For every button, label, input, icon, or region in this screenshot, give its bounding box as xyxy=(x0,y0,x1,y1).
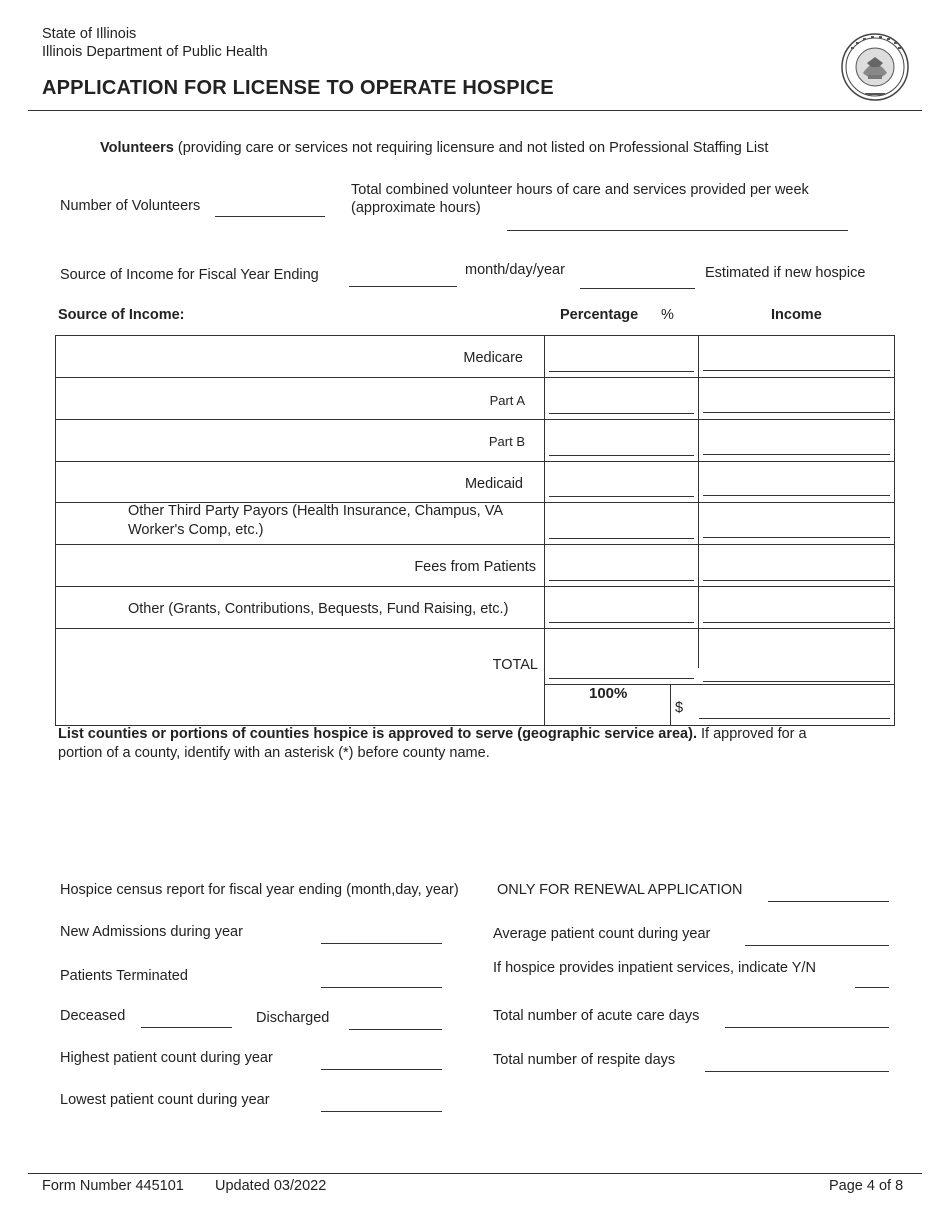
inpatient-services-label: If hospice provides inpatient services, indicate Y/N xyxy=(493,960,816,976)
respite-days-label: Total number of respite days xyxy=(493,1052,676,1068)
row-label-medicaid: Medicaid xyxy=(464,476,523,492)
number-of-volunteers-label: Number of Volunteers xyxy=(60,198,201,214)
fiscal-year-ending-input[interactable] xyxy=(349,268,457,287)
percentage-header: Percentage xyxy=(560,307,639,323)
lowest-patient-count-label: Lowest patient count during year xyxy=(60,1092,270,1108)
footer-divider xyxy=(28,1173,922,1174)
income-input-other-third-party[interactable] xyxy=(703,519,890,538)
number-of-volunteers-input[interactable] xyxy=(215,198,325,217)
acute-care-days-label: Total number of acute care days xyxy=(493,1008,700,1024)
average-patient-count-input[interactable] xyxy=(745,927,889,946)
census-fiscal-year-input[interactable] xyxy=(768,883,889,902)
percentage-input-medicare[interactable] xyxy=(549,353,694,372)
percentage-input-fees-from-patients[interactable] xyxy=(549,562,694,581)
percent-sign: % xyxy=(661,307,674,323)
row-label-part-b: Part B xyxy=(488,434,525,449)
acute-care-days-input[interactable] xyxy=(725,1009,889,1028)
page-title: APPLICATION FOR LICENSE TO OPERATE HOSPICE xyxy=(42,77,554,99)
renewal-only-label: ONLY FOR RENEWAL APPLICATION xyxy=(497,882,743,898)
updated-date: Updated 03/2022 xyxy=(215,1178,327,1194)
census-heading: Hospice census report for fiscal year ending (month,day, year) xyxy=(60,882,459,898)
inpatient-services-input[interactable] xyxy=(855,969,889,988)
volunteer-hours-label-2: (approximate hours) xyxy=(351,200,481,216)
row-label-fees-from-patients: Fees from Patients xyxy=(414,559,536,575)
volunteers-heading-rest: (providing care or services not requiring licensure and not listed on Professional Staffing List xyxy=(177,140,769,156)
percentage-input-other-grants[interactable] xyxy=(549,604,694,623)
deceased-input[interactable] xyxy=(141,1009,232,1028)
volunteer-hours-label-1: Total combined volunteer hours of care and services provided per week xyxy=(351,182,809,198)
income-input-total[interactable] xyxy=(703,663,890,682)
highest-patient-count-input[interactable] xyxy=(321,1051,442,1070)
percentage-input-other-third-party[interactable] xyxy=(549,520,694,539)
income-input-part-a[interactable] xyxy=(703,394,890,413)
fiscal-year-label: Source of Income for Fiscal Year Ending xyxy=(60,267,319,283)
row-label-total: TOTAL xyxy=(492,657,538,673)
new-admissions-label: New Admissions during year xyxy=(60,924,243,940)
income-input-other-grants[interactable] xyxy=(703,604,890,623)
average-patient-count-label: Average patient count during year xyxy=(493,926,711,942)
counties-instructions-line-2: portion of a county, identify with an asterisk (*) before county name. xyxy=(58,745,490,761)
respite-days-input[interactable] xyxy=(705,1053,889,1072)
discharged-input[interactable] xyxy=(349,1011,442,1030)
patients-terminated-label: Patients Terminated xyxy=(60,968,188,984)
counties-instructions-bold: List counties or portions of counties hospice is approved to serve (geographic service area). xyxy=(58,726,697,742)
dollar-sign: $ xyxy=(675,700,684,716)
patients-terminated-input[interactable] xyxy=(321,969,442,988)
counties-instructions-line-1 xyxy=(58,726,807,742)
percentage-input-medicaid[interactable] xyxy=(549,478,694,497)
volunteers-heading-bold: Volunteers xyxy=(100,140,174,156)
highest-patient-count-label: Highest patient count during year xyxy=(60,1050,273,1066)
row-label-other-grants: Other (Grants, Contributions, Bequests, Fund Raising, etc.) xyxy=(128,601,509,617)
percentage-input-total[interactable] xyxy=(549,660,694,679)
state-name: State of Illinois xyxy=(42,26,137,42)
row-label-medicare: Medicare xyxy=(463,350,523,366)
percentage-input-part-a[interactable] xyxy=(549,395,694,414)
row-label-part-a: Part A xyxy=(489,393,525,408)
income-input-medicaid[interactable] xyxy=(703,477,890,496)
total-percent-value: 100% xyxy=(589,685,628,702)
new-admissions-input[interactable] xyxy=(321,925,442,944)
department-name: Illinois Department of Public Health xyxy=(42,44,268,60)
income-input-medicare[interactable] xyxy=(703,352,890,371)
estimated-new-hospice-label: Estimated if new hospice xyxy=(705,265,866,281)
source-of-income-header: Source of Income: xyxy=(58,307,185,323)
page-number: Page 4 of 8 xyxy=(829,1178,904,1194)
volunteer-hours-input[interactable] xyxy=(507,212,848,231)
volunteers-heading xyxy=(100,140,768,156)
income-table xyxy=(55,335,895,726)
row-label-other-third-party-1: Other Third Party Payors (Health Insurance, Champus, VA xyxy=(128,503,504,519)
month-day-year-label: month/day/year xyxy=(465,262,565,278)
counties-served-textarea[interactable] xyxy=(58,768,892,872)
discharged-label: Discharged xyxy=(256,1010,330,1026)
income-input-fees-from-patients[interactable] xyxy=(703,562,890,581)
income-input-part-b[interactable] xyxy=(703,436,890,455)
income-header: Income xyxy=(771,307,822,323)
deceased-label: Deceased xyxy=(60,1008,126,1024)
total-dollar-input[interactable] xyxy=(699,700,890,719)
percentage-input-part-b[interactable] xyxy=(549,437,694,456)
fiscal-year-date-input[interactable] xyxy=(580,270,695,289)
form-number: Form Number 445101 xyxy=(42,1178,184,1194)
state-seal-icon xyxy=(841,33,909,101)
lowest-patient-count-input[interactable] xyxy=(321,1093,442,1112)
row-label-other-third-party-2: Worker's Comp, etc.) xyxy=(128,522,264,538)
header-divider xyxy=(28,110,922,111)
counties-instructions-rest-1: If approved for a xyxy=(701,726,807,742)
